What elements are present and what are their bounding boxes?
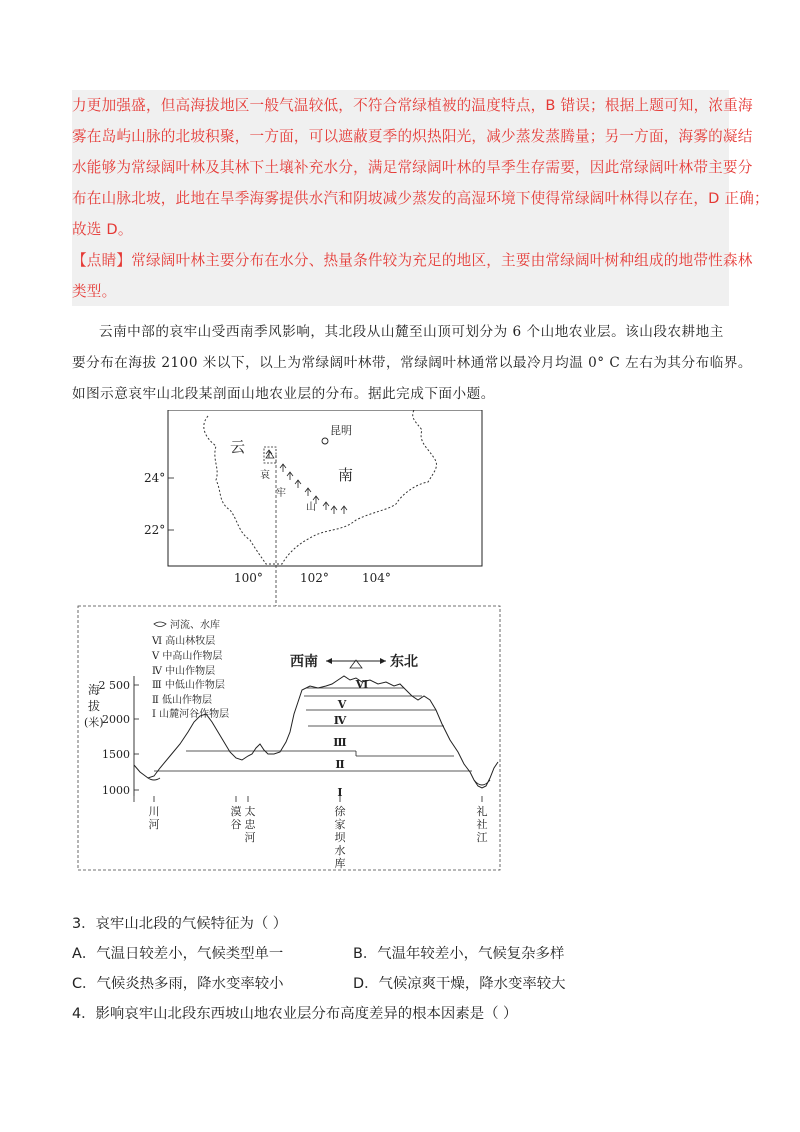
analysis-line: 力更加强盛，但高海拔地区一般气温较低，不符合常绿植被的温度特点，B 错误；根据上题可知，浓重海 [72,97,753,114]
question-3-stem: 3．哀牢山北段的气候特征为（ ） [72,916,288,932]
place-label: 徐 [334,805,346,818]
ailao-mountain-figure [70,410,510,880]
option-b[interactable]: B．气温年较差小，气候复杂多样 [353,946,565,962]
svg-text:Ⅴ 中高山作物层: Ⅴ 中高山作物层 [152,651,223,662]
svg-text:Ⅰ 山麓河谷作物层: Ⅰ 山麓河谷作物层 [152,709,230,720]
legend [151,618,229,720]
y-axis-label: 海 [88,683,101,697]
mountain-char: 牢 [276,488,286,499]
place-label: 坝 [334,831,346,844]
analysis-line: 布在山脉北坡，此地在旱季海雾提供水汽和阴坡减少蒸发的高湿环境下使得常绿阔叶林得以存在，D 正确； [72,190,769,207]
direction-right: 东北 [390,654,418,670]
svg-text:河流、水库: 河流、水库 [170,620,220,631]
svg-text:Ⅳ 中山作物层: Ⅳ 中山作物层 [152,666,216,677]
tip-line-2: 类型。 [72,283,117,300]
place-label: 礼 [476,805,488,818]
y-axis-label: 拔 [88,699,101,713]
place-label: 河 [148,818,160,831]
profile-frame [78,606,500,870]
layer-label: Ⅲ [333,736,347,749]
lon-label: 100° [234,571,263,585]
lat-label: 24° [144,471,166,485]
svg-text:Ⅲ 中低山作物层: Ⅲ 中低山作物层 [152,680,225,691]
answer-analysis [72,90,769,306]
layer-label: Ⅴ [337,698,347,711]
place-label: 库 [334,857,346,870]
layer-label: Ⅳ [333,714,347,727]
option-d[interactable]: D．气候凉爽干燥，降水变率较大 [353,976,566,992]
place-label: 川 [148,805,160,818]
lon-label: 104° [362,571,391,585]
svg-text:Ⅵ 高山林牧层: Ⅵ 高山林牧层 [152,636,216,647]
analysis-line: 雾在岛屿山脉的北坡积聚，一方面，可以遮蔽夏季的炽热阳光，减少蒸发蒸腾量；另一方面，海雾的凝结 [72,128,753,145]
y-tick: 2 500 [98,679,130,692]
layer-label: Ⅰ [337,786,343,799]
kunming-dot [322,438,328,444]
lat-label: 22° [144,523,166,537]
mountain-char: 哀 [260,470,270,481]
question-intro [72,317,752,410]
option-c[interactable]: C．气候炎热多雨，降水变率较小 [72,976,284,992]
tip-label: 【点睛】 [72,252,132,269]
direction-left: 西南 [290,654,318,670]
map-frame [168,410,482,566]
analysis-line: 水能够为常绿阔叶林及其林下土壤补充水分，满足常绿阔叶林的旱季生存需要，因此常绿阔叶林带主要分 [72,159,753,176]
tip-text: 常绿阔叶林主要分布在水分、热量条件较为充足的地区，主要由常绿阔叶树种组成的地带性森林 [131,252,753,269]
y-tick: 1500 [102,748,130,761]
question-4-stem: 4．影响哀牢山北段东西坡山地农业层分布高度差异的根本因素是（ ） [72,1006,518,1022]
place-label: 漠 [230,805,242,818]
tip-line [72,245,753,276]
place-label: 忠 [244,818,256,831]
layer-label: Ⅵ [355,678,369,691]
mountain-char: 山 [306,502,316,513]
intro-line: 云南中部的哀牢山受西南季风影响，其北段从山麓至山顶可划分为 6 个山地农业层。该山段农耕地主 [99,324,724,340]
place-label: 江 [476,831,488,844]
place-label: 河 [244,831,256,844]
intro-line: 如图示意哀牢山北段某剖面山地农业层的分布。据此完成下面小题。 [72,386,495,402]
river-chuanhe [148,778,160,780]
y-tick: 1000 [102,784,130,797]
layer-label: Ⅱ [335,758,345,771]
city-label: 昆明 [330,424,352,437]
province-char: 南 [338,466,354,484]
province-char: 云 [230,438,246,456]
place-label: 太 [244,805,256,818]
lon-label: 102° [300,571,329,585]
province-border [204,410,437,564]
analysis-line: 故选 D。 [72,221,133,238]
place-label: 谷 [230,818,242,831]
mountain-dashed-box [264,447,276,463]
svg-text:Ⅱ 低山作物层: Ⅱ 低山作物层 [152,695,212,706]
option-a[interactable]: A．气温日较差小，气候类型单一 [72,946,284,962]
place-label: 水 [334,844,346,857]
place-label: 家 [334,818,346,831]
intro-line: 要分布在海拔 2100 米以下，以上为常绿阔叶林带，常绿阔叶林通常以最冷月均温 0° C 左右为其分布临界。 [72,355,752,371]
water-symbol [154,622,166,627]
y-axis-label: (米) [84,716,104,729]
place-label: 社 [476,818,488,831]
y-tick: 2000 [102,713,130,726]
